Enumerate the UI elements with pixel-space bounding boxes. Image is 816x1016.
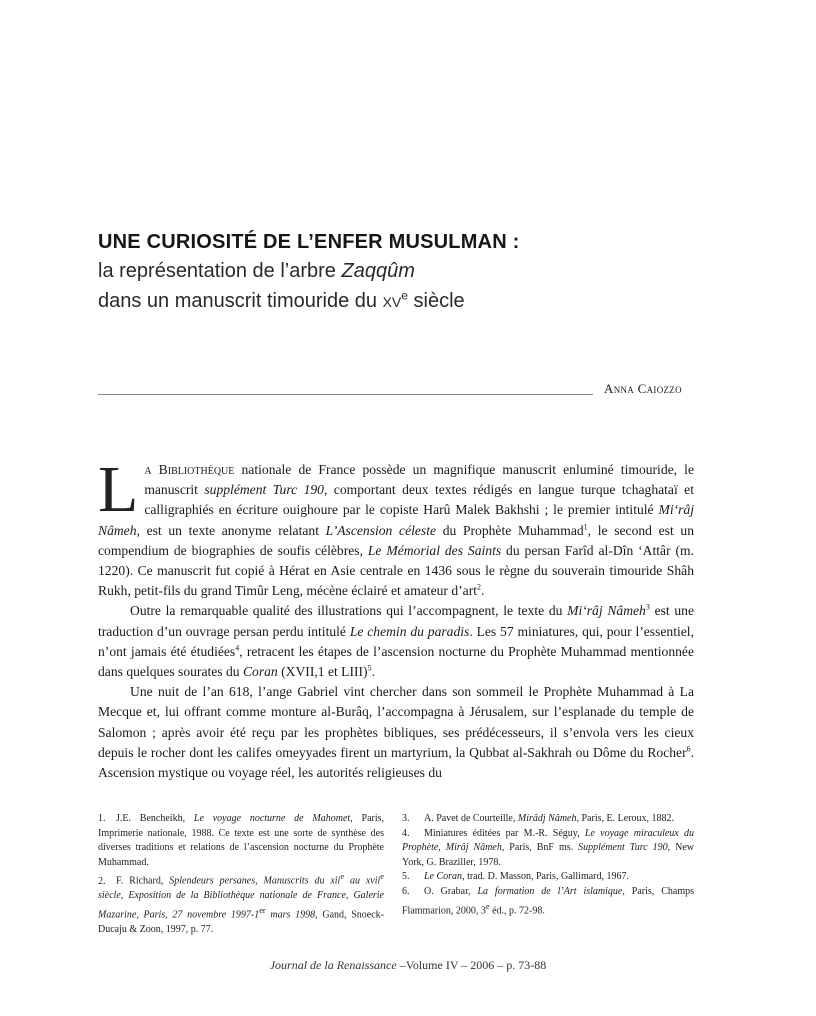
article-title: UNE CURIOSITÉ DE L’ENFER MUSULMAN : [98,231,520,253]
page-footer [0,958,816,973]
footnote-5: 5. Le Coran, trad. D. Masson, Paris, Gallimard, 1967. [402,871,629,883]
footnote-6: 6. O. Grabar, La formation de l’Art islamique, Paris, Champs Flammarion, 2000, 3e éd., p. 72-98. [402,885,694,916]
footnote-ref-4[interactable]: 4 [235,643,240,653]
footnote-4: 4. Miniatures éditées par M.-R. Séguy, Le voyage miraculeux du Prophète, Mirâj Nâmeh, Paris, BnF ms. Supplément Turc 190, New York, G. Braziller, 1978. [402,827,695,868]
journal-volume-pages: –Volume IV – 2006 – p. 73-88 [396,958,547,972]
author-divider [98,394,593,395]
article-body [98,453,695,783]
article-header [98,228,698,316]
journal-name: Journal de la Renaissance [269,958,397,972]
author-name: Anna Caiozzo [604,381,682,396]
drop-cap: L [98,453,139,526]
footnote-ref-2[interactable]: 2 [477,582,481,592]
footnote-ref-5[interactable]: 5 [367,663,372,673]
footnotes-column-left [98,812,384,937]
paragraph-3: Une nuit de l’an 618, l’ange Gabriel vint chercher dans son sommeil le Prophète Muhammad à La Mecque et, lui offrant comme monture al-Burâq, l’accompagna à Jérusalem, sur l’esplanade du temple de Salomon ; après avoir été reçu par les prophètes bibliques, ses prédécesseurs, il s’envola vers les cieux depuis le rocher dont les califes omeyyades firent un martyrium, la Qubbat al-Sakhrah ou Dôme du Rocher$^6$. Ascension mystique ou voyage réel, les autorités religieuses du [98,684,694,781]
paragraph-2: Outre la remarquable qualité des illustrations qui l’accompagnent, le texte du Mi‘râj Nâmeh$^3$ est une traduction d’un ouvrage persan perdu intitulé Le chemin du paradis. Les 57 miniatures, qui, pour l’essentiel, n’ont jamais été étudiées$^4$, retracent les étapes de l’ascension nocturne du Prophète Muhammad mentionnée dans quelques sourates du Coran (XVII,1 et LIII)$^5$. [98,602,694,680]
footnote-ref-1[interactable]: 1 [583,522,588,532]
footnotes-column-right [402,812,694,918]
article-subtitle-line-1: la représentation de l’arbre Zaqqûm [98,260,415,282]
article-subtitle-line-2: dans un manuscrit timouride du $xv^e$ siècle [98,288,465,312]
paragraph-1: La Bibliothèque nationale de France possède un magnifique manuscrit enluminé timouride, le manuscrit supplément Turc 190, comportant deux textes rédigés en langue turque tchaghataï et calligraphiés en écriture ouighoure par le copiste Harû Malek Bakhshi ; le premier intitulé Mi‘râj Nâmeh, est un texte anonyme relatant L’Ascension céleste du Prophète Muhammad$^1$, le second est un compendium de biographies de soufis célèbres, Le Mémorial des Saints du persan Farîd al-Dîn ‘Attâr (m. 1220). Ce manuscrit fut copié à Hérat en Asie centrale en 1436 sous le règne du souverain timouride Shâh Rukh, petit-fils du grand Timûr Leng, mécène éclairé et amateur d’art$^2$. [98,453,695,599]
footnote-3: 3. A. Pavet de Courteille, Mirâdj Nâmeh, Paris, E. Leroux, 1882. [402,813,674,824]
footnote-2: 2. F. Richard, Splendeurs persanes, Manuscrits du xii$^e$ au xvii$^e$ siècle, Exposition de la Bibliothèque nationale de France, Galerie Mazarine, Paris, 27 novembre 1997-1er mars 1998, Gand, Snoeck-Ducaju & Zoon, 1997, p. 77. [98,872,385,935]
footnote-1: 1. J.E. Bencheikh, Le voyage nocturne de Mahomet, Paris, Imprimerie nationale, 1988. Ce texte est une sorte de synthèse des diverses traditions et relations de l’ascension nocturne du Prophète Muhammad. [98,813,385,868]
footnote-ref-3[interactable]: 3 [645,602,650,612]
footnote-ref-6[interactable]: 6 [686,744,691,754]
